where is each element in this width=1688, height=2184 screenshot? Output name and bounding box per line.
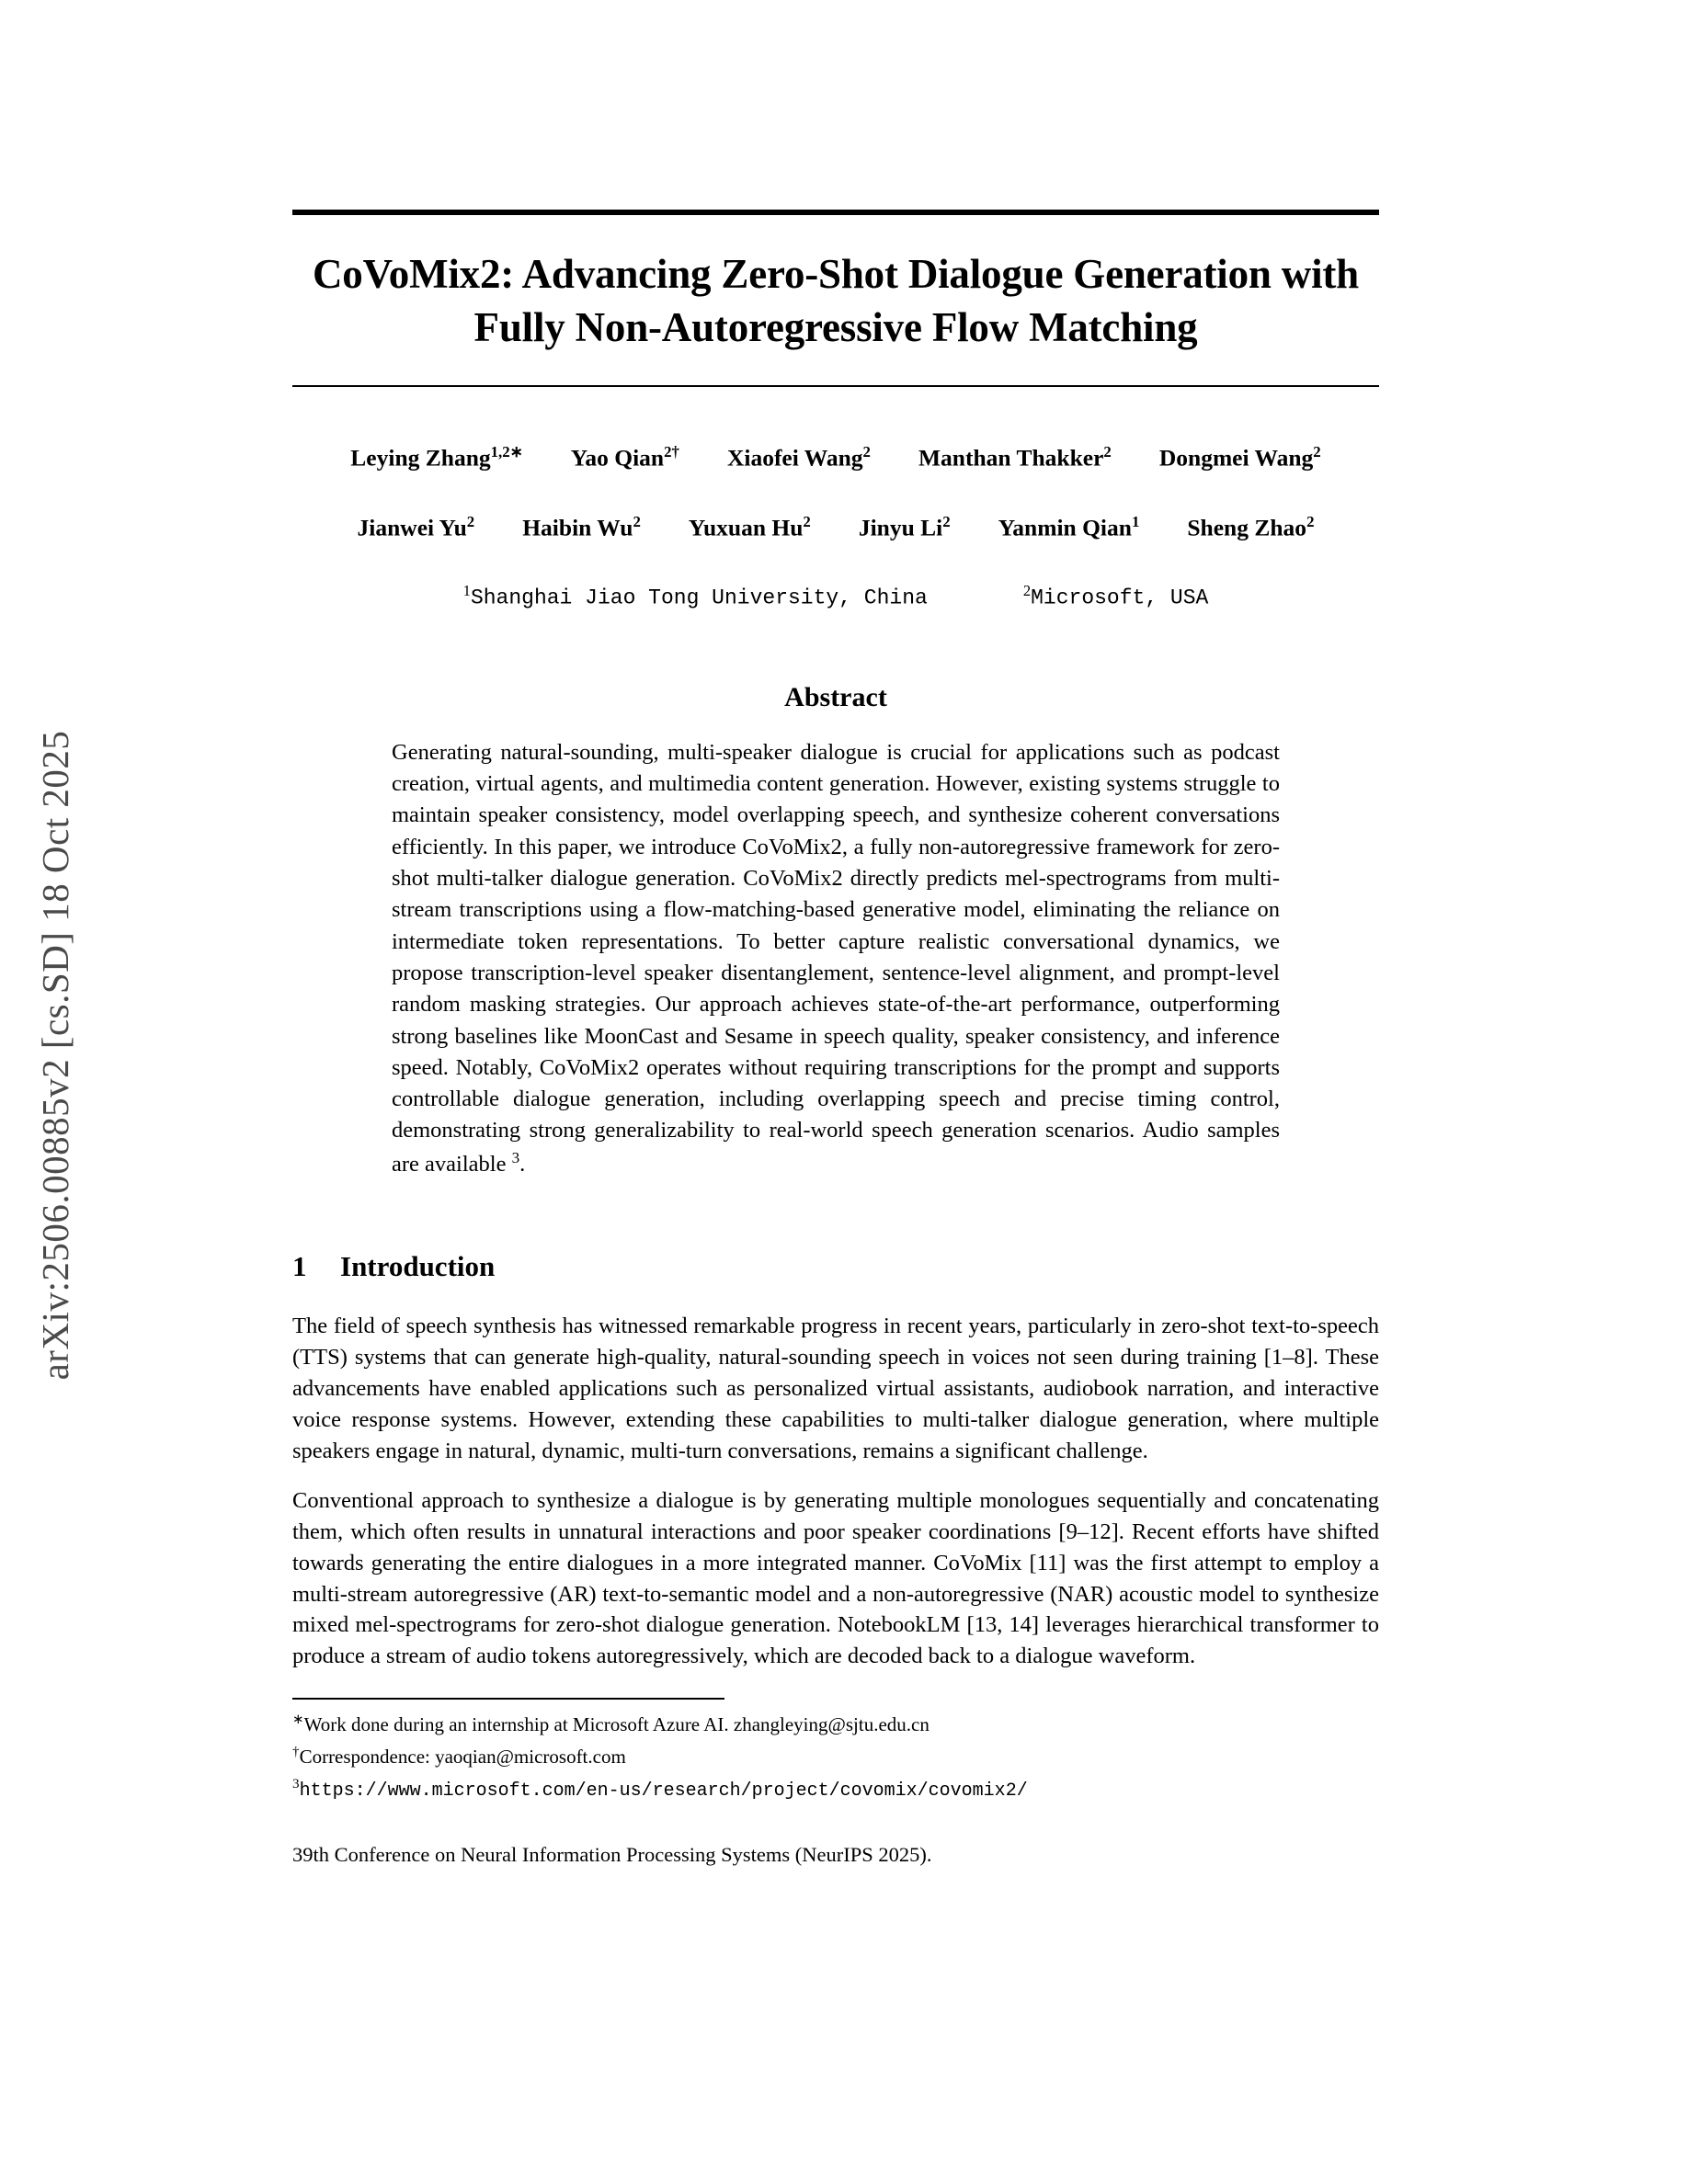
author: [326, 442, 546, 472]
author-name: Sheng Zhao: [1187, 514, 1307, 541]
footnote-marker: ∗: [292, 1712, 304, 1728]
footnote: [292, 1775, 1379, 1804]
author-name: Yao Qian: [570, 444, 665, 472]
footnote-rule: [292, 1698, 724, 1700]
section-title: Introduction: [340, 1250, 496, 1283]
abstract-text: Generating natural-sounding, multi-speaker dialogue is crucial for applications such as podcast creation, virtual agents, and multimedia content generation. However, existing systems struggle to maintain speaker consistency, model overlapping speech, and synthesize coherent conversations efficiently. In this paper, we introduce CoVoMix2, a fully non-autoregressive framework for zero-shot multi-talker dialogue generation. CoVoMix2 directly predicts mel-spectrograms from multi-stream transcriptions using a flow-matching-based generative model, eliminating the reliance on intermediate token representations. To better capture realistic conversational dynamics, we propose transcription-level speaker disentanglement, sentence-level alignment, and prompt-level random masking strategies. Our approach achieves state-of-the-art performance, outperforming strong baselines like MoonCast and Sesame in speech quality, speaker consistency, and inference speed. Notably, CoVoMix2 operates without requiring transcriptions for the prompt and supports controllable dialogue generation, including overlapping speech and precise timing control, demonstrating strong generalizability to real-world speech generation scenarios. Audio samples are available: [392, 739, 1280, 1177]
affiliation-text: Microsoft, USA: [1031, 586, 1209, 610]
author: [665, 513, 835, 542]
author: [975, 513, 1164, 542]
author-name: Jinyu Li: [858, 514, 943, 541]
author-affiliation-marker: 2: [862, 443, 871, 461]
author: [835, 513, 975, 542]
paper-page: [292, 0, 1379, 2184]
author: [1135, 443, 1345, 472]
affiliation-marker: 2: [1022, 582, 1032, 600]
title-block: [292, 210, 1379, 387]
author: [895, 443, 1135, 472]
footnote-marker: †: [292, 1745, 300, 1760]
arxiv-stamp-text: arXiv:2506.00885v2 [cs.SD] 18 Oct 2025: [34, 730, 76, 1381]
author-name: Manthan Thakker: [918, 444, 1104, 472]
author: [1163, 513, 1338, 542]
footnote: [292, 1711, 1379, 1739]
page-title: CoVoMix2: Advancing Zero-Shot Dialogue Generation with Fully Non-Autoregressive Flow Matching: [313, 251, 1359, 350]
affiliation: [463, 582, 928, 610]
author-affiliation-marker: 2†: [664, 443, 679, 461]
author-name: Yanmin Qian: [998, 514, 1132, 541]
author-name: Yuxuan Hu: [688, 514, 804, 541]
affiliation: [1023, 582, 1209, 610]
author: [703, 443, 895, 472]
section-number: 1: [292, 1250, 307, 1283]
author: [498, 513, 665, 542]
paragraph: The field of speech synthesis has witnessed remarkable progress in recent years, particularly in zero-shot text-to-speech (TTS) systems that can generate high-quality, natural-sounding speech in voices not seen during training [1–8]. These advancements have enabled applications such as personalized virtual assistants, audiobook narration, and interactive voice response systems. However, extending these capabilities to multi-talker dialogue generation, where multiple speakers engage in natural, dynamic, multi-turn conversations, remains a significant challenge.: [292, 1314, 1379, 1463]
author-name: Dongmei Wang: [1158, 444, 1314, 472]
author-affiliation-marker: 2: [1306, 512, 1315, 530]
author-name: Haibin Wu: [522, 514, 633, 541]
author-affiliation-marker: 2: [466, 512, 475, 530]
title-bottom-rule: [292, 385, 1379, 387]
abstract-heading: Abstract: [784, 681, 887, 712]
author-name: Jianwei Yu: [357, 514, 467, 541]
conference-note: 39th Conference on Neural Information Processing Systems (NeurIPS 2025).: [292, 1843, 932, 1867]
affiliation-list: [292, 582, 1379, 610]
footnote-text: Work done during an internship at Microsoft Azure AI. zhangleying@sjtu.edu.cn: [303, 1713, 930, 1736]
arxiv-stamp: [0, 0, 110, 2184]
author-affiliation-marker: 1: [1131, 512, 1140, 530]
author-row-1: [292, 442, 1379, 472]
author-name: Xiaofei Wang: [726, 444, 863, 472]
author-affiliation-marker: 2: [1103, 443, 1112, 461]
abstract-body: [392, 737, 1280, 1180]
author-affiliation-marker: 1,2∗: [490, 443, 523, 461]
author-affiliation-marker: 2: [633, 512, 641, 530]
footnote-text: Correspondence: yaoqian@microsoft.com: [299, 1746, 626, 1769]
author-affiliation-marker: 2: [942, 512, 951, 530]
footnote-marker: 3: [292, 1776, 300, 1792]
author-row-2: [292, 513, 1379, 542]
title-top-rule: [292, 210, 1379, 215]
abstract-tail: .: [519, 1151, 526, 1177]
paragraph: Conventional approach to synthesize a dialogue is by generating multiple monologues sequentially and concatenating them, which often results in unnatural interactions and poor speaker coordinations [9–12]. Recent efforts have shifted towards generating the entire dialogues in a more integrated manner. CoVoMix [11] was the first attempt to employ a multi-stream autoregressive (AR) text-to-semantic model and a non-autoregressive (NAR) acoustic model to synthesize mixed mel-spectrograms for zero-shot dialogue generation. NotebookLM [13, 14] leverages hierarchical transformer to produce a stream of audio tokens autoregressively, which are decoded back to a dialogue waveform.: [292, 1487, 1379, 1669]
author: [547, 443, 703, 472]
author-affiliation-marker: 2: [803, 512, 811, 530]
abstract-footnote-marker: 3: [511, 1148, 520, 1166]
section-heading-introduction: [292, 1250, 1379, 1283]
affiliation-marker: 1: [462, 582, 471, 600]
footnote: [292, 1743, 1379, 1771]
author-affiliation-marker: 2: [1313, 443, 1321, 461]
author-name: Leying Zhang: [350, 444, 491, 472]
author: [334, 513, 499, 542]
author-list: [292, 442, 1379, 610]
affiliation-text: Shanghai Jiao Tong University, China: [470, 586, 928, 610]
footnote-url-link[interactable]: https://www.microsoft.com/en-us/research/project/covomix/covomix2/: [299, 1780, 1028, 1802]
